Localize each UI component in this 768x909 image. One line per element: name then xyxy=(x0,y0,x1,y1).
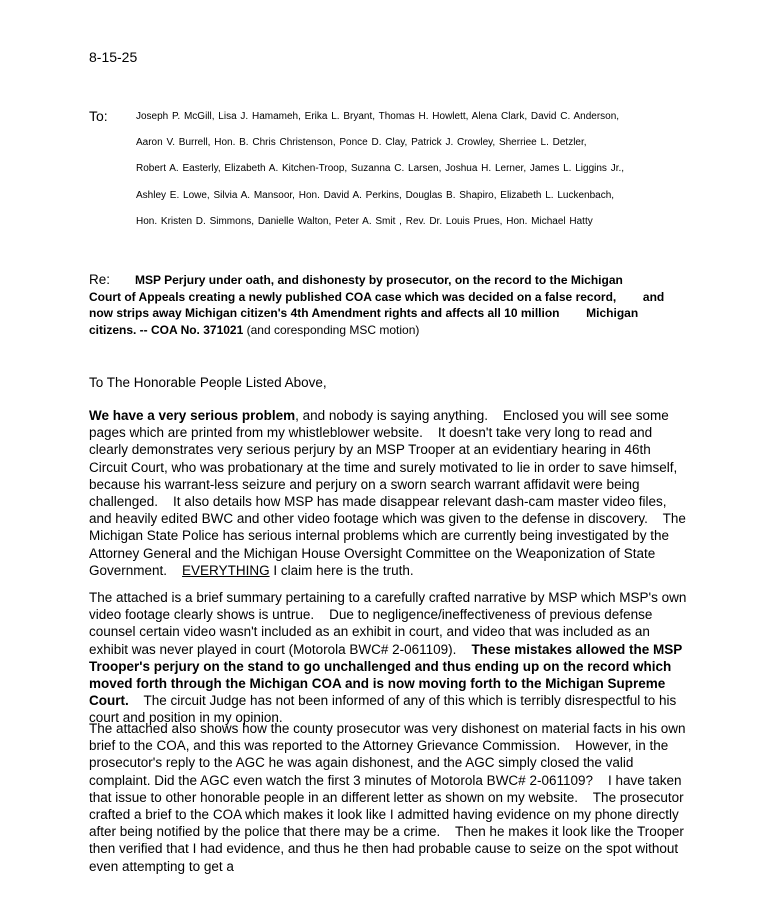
to-label: To: xyxy=(89,108,108,124)
paragraph-1-underlined: EVERYTHING xyxy=(182,562,270,578)
paragraph-3 xyxy=(89,720,689,875)
paragraph-2-text: The attached is a brief summary pertaining to a carefully crafted narrative by MSP which MSP's own video footage clearly shows is untrue. Due to negligence/ineffectiveness of previous defense counsel certain video wasn't included as an exhibit in court, and video that was included as an exhibit was never played in court (Motorola BWC# 2-061109). xyxy=(89,590,691,657)
re-subject xyxy=(89,272,685,339)
paragraph-2-bold: These mistakes allowed the MSP Trooper's perjury on the stand to go unchallenged and thus ending up on the record which moved forth through the Michigan COA and is now moving forth to the Michigan Supreme Court. xyxy=(89,641,683,709)
paragraph-2-tail: The circuit Judge has not been informed of any of this which is terribly disrespectful to his court and position in my opinion. xyxy=(89,693,681,726)
paragraph-1 xyxy=(89,407,689,579)
re-bold-text: MSP Perjury under oath, and dishonesty by prosecutor, on the record to the Michigan Court of Appeals creating a newly published COA case which was decided on a false record, and now strips away Michigan citizen's 4th Amendment rights and affects all 10 million Michigan citizens. -- COA No. 371021 xyxy=(89,273,677,338)
recipient-line: Robert A. Easterly, Elizabeth A. Kitchen-Troop, Suzanna C. Larsen, Joshua H. Lerner, James L. Liggins Jr., xyxy=(136,163,625,174)
paragraph-3-text: The attached also shows how the county prosecutor was very dishonest on material facts in his own brief to the COA, and this was reported to the Attorney Grievance Commission. However, in the prosecutor's reply to the AGC he was again dishonest, and the AGC simply closed the valid complaint. Did the AGC even watch the first 3 minutes of Motorola BWC# 2-061109? I have taken that issue to other honorable people in an different letter as shown on my website. The prosecutor crafted a brief to the COA which makes it look like I admitted having evidence on my phone directly after being notified by the police that there may be a crime. Then he makes it look like the Trooper then verified that I had evidence, and thus he then had probable cause to seize on the spot without even attempting to get a xyxy=(89,721,690,874)
paragraph-1-bold-lead: We have a very serious problem xyxy=(89,408,296,423)
salutation: To The Honorable People Listed Above, xyxy=(89,375,327,390)
paragraph-1-tail: I claim here is the truth. xyxy=(269,562,414,578)
paragraph-1-text: , and nobody is saying anything. Enclosed you will see some pages which are printed from my whistleblower website. It doesn't take very long to read and clearly demonstrates very serious perjury by an MSP Trooper at an evidentiary hearing in 46th Circuit Court, who was probationary at the time and surely motivated to lie in order to save himself, because his warrant-less seizure and perjury on a sworn search warrant affidavit were being challenged. It also details how MSP has made disappear relevant dash-cam master video files, and heavily edited BWC and other video footage which was given to the defense in discovery. The Michigan State Police has serious internal problems which are currently being investigated by the Attorney General and the Michigan House Oversight Committee on the Weaponization of State Government. xyxy=(89,408,690,578)
recipient-line: Joseph P. McGill, Lisa J. Hamameh, Erika L. Bryant, Thomas H. Howlett, Alena Clark, David C. Anderson, xyxy=(136,111,620,122)
re-label: Re: xyxy=(89,272,111,287)
recipient-line: Hon. Kristen D. Simmons, Danielle Walton, Peter A. Smit , Rev. Dr. Louis Prues, Hon. Michael Hatty xyxy=(136,216,593,227)
paragraph-2 xyxy=(89,589,689,727)
recipient-line: Aaron V. Burrell, Hon. B. Chris Christenson, Ponce D. Clay, Patrick J. Crowley, Sherriee L. Detzler, xyxy=(136,137,587,148)
recipient-line: Ashley E. Lowe, Silvia A. Mansoor, Hon. David A. Perkins, Douglas B. Shapiro, Elizabeth L. Luckenbach, xyxy=(136,190,615,201)
letter-date: 8-15-25 xyxy=(89,49,138,65)
re-normal-text: (and coresponding MSC motion) xyxy=(243,323,420,338)
